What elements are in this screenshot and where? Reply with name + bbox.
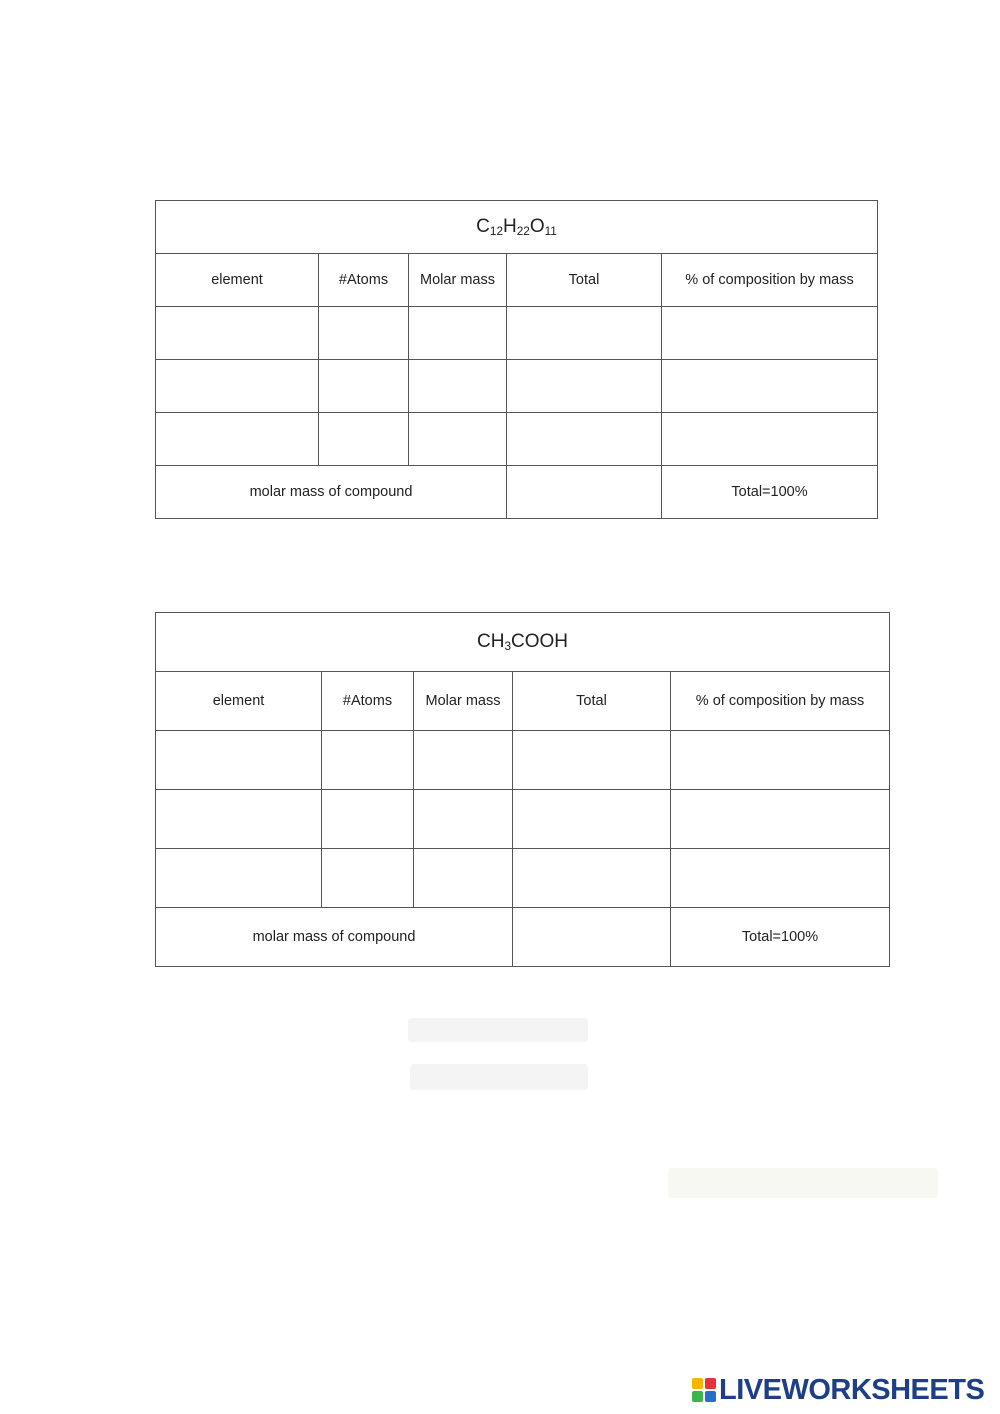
answer-cell[interactable] [414,849,513,908]
table-row [156,307,878,360]
formula-part: COOH [511,631,569,652]
formula-title [156,201,878,254]
table-title-row [156,613,890,672]
formula-part: C [476,216,490,237]
logo-square [692,1391,703,1402]
table-footer-row [156,466,878,519]
answer-cell[interactable] [156,413,319,466]
answer-cell[interactable] [414,731,513,790]
answer-cell[interactable] [319,360,409,413]
logo-square [705,1391,716,1402]
answer-cell[interactable] [671,731,890,790]
answer-cell[interactable] [507,360,662,413]
table-row [156,790,890,849]
answer-cell[interactable] [507,307,662,360]
logo-square [692,1378,703,1389]
answer-cell[interactable] [322,731,414,790]
formula-subscript: 22 [516,224,530,238]
header-total: Total [507,254,662,307]
molar-mass-label: molar mass of compound [156,466,507,519]
total-percent-label: Total=100% [671,908,890,967]
liveworksheets-logo-icon [692,1378,716,1402]
answer-cell[interactable] [322,849,414,908]
answer-cell[interactable] [156,849,322,908]
table-row [156,360,878,413]
answer-cell[interactable] [156,307,319,360]
header-percent-composition: % of composition by mass [671,672,890,731]
header-molar-mass: Molar mass [414,672,513,731]
answer-cell[interactable] [662,360,878,413]
table-row [156,849,890,908]
header-atoms: #Atoms [319,254,409,307]
answer-cell[interactable] [319,413,409,466]
molar-mass-answer-cell[interactable] [513,908,671,967]
molar-mass-label: molar mass of compound [156,908,513,967]
answer-cell[interactable] [513,790,671,849]
answer-cell[interactable] [662,307,878,360]
table-row [156,413,878,466]
answer-cell[interactable] [156,360,319,413]
formula-part: CH [477,631,505,652]
logo-square [705,1378,716,1389]
faded-watermark-line [410,1064,588,1090]
header-element: element [156,672,322,731]
composition-table-1 [155,200,878,519]
formula-title [156,613,890,672]
composition-table-2 [155,612,890,967]
molar-mass-answer-cell[interactable] [507,466,662,519]
logo-text: LIVEWORKSHEETS [719,1373,985,1406]
answer-cell[interactable] [409,360,507,413]
table-row [156,731,890,790]
answer-cell[interactable] [156,790,322,849]
table-header-row [156,672,890,731]
liveworksheets-logo [692,1373,985,1406]
answer-cell[interactable] [507,413,662,466]
faded-watermark-line [408,1018,588,1042]
header-percent-composition: % of composition by mass [662,254,878,307]
formula-part: H [503,216,517,237]
answer-cell[interactable] [414,790,513,849]
table-title-row [156,201,878,254]
answer-cell[interactable] [409,307,507,360]
faded-watermark-logo [668,1168,938,1198]
answer-cell[interactable] [513,731,671,790]
answer-cell[interactable] [671,849,890,908]
answer-cell[interactable] [322,790,414,849]
answer-cell[interactable] [513,849,671,908]
formula-subscript: 11 [544,224,557,238]
answer-cell[interactable] [319,307,409,360]
answer-cell[interactable] [671,790,890,849]
header-atoms: #Atoms [322,672,414,731]
header-total: Total [513,672,671,731]
header-molar-mass: Molar mass [409,254,507,307]
table-footer-row [156,908,890,967]
table-header-row [156,254,878,307]
answer-cell[interactable] [662,413,878,466]
answer-cell[interactable] [156,731,322,790]
answer-cell[interactable] [409,413,507,466]
formula-subscript: 3 [504,639,512,653]
formula-subscript: 12 [489,224,503,238]
formula-part: O [529,216,545,237]
header-element: element [156,254,319,307]
total-percent-label: Total=100% [662,466,878,519]
